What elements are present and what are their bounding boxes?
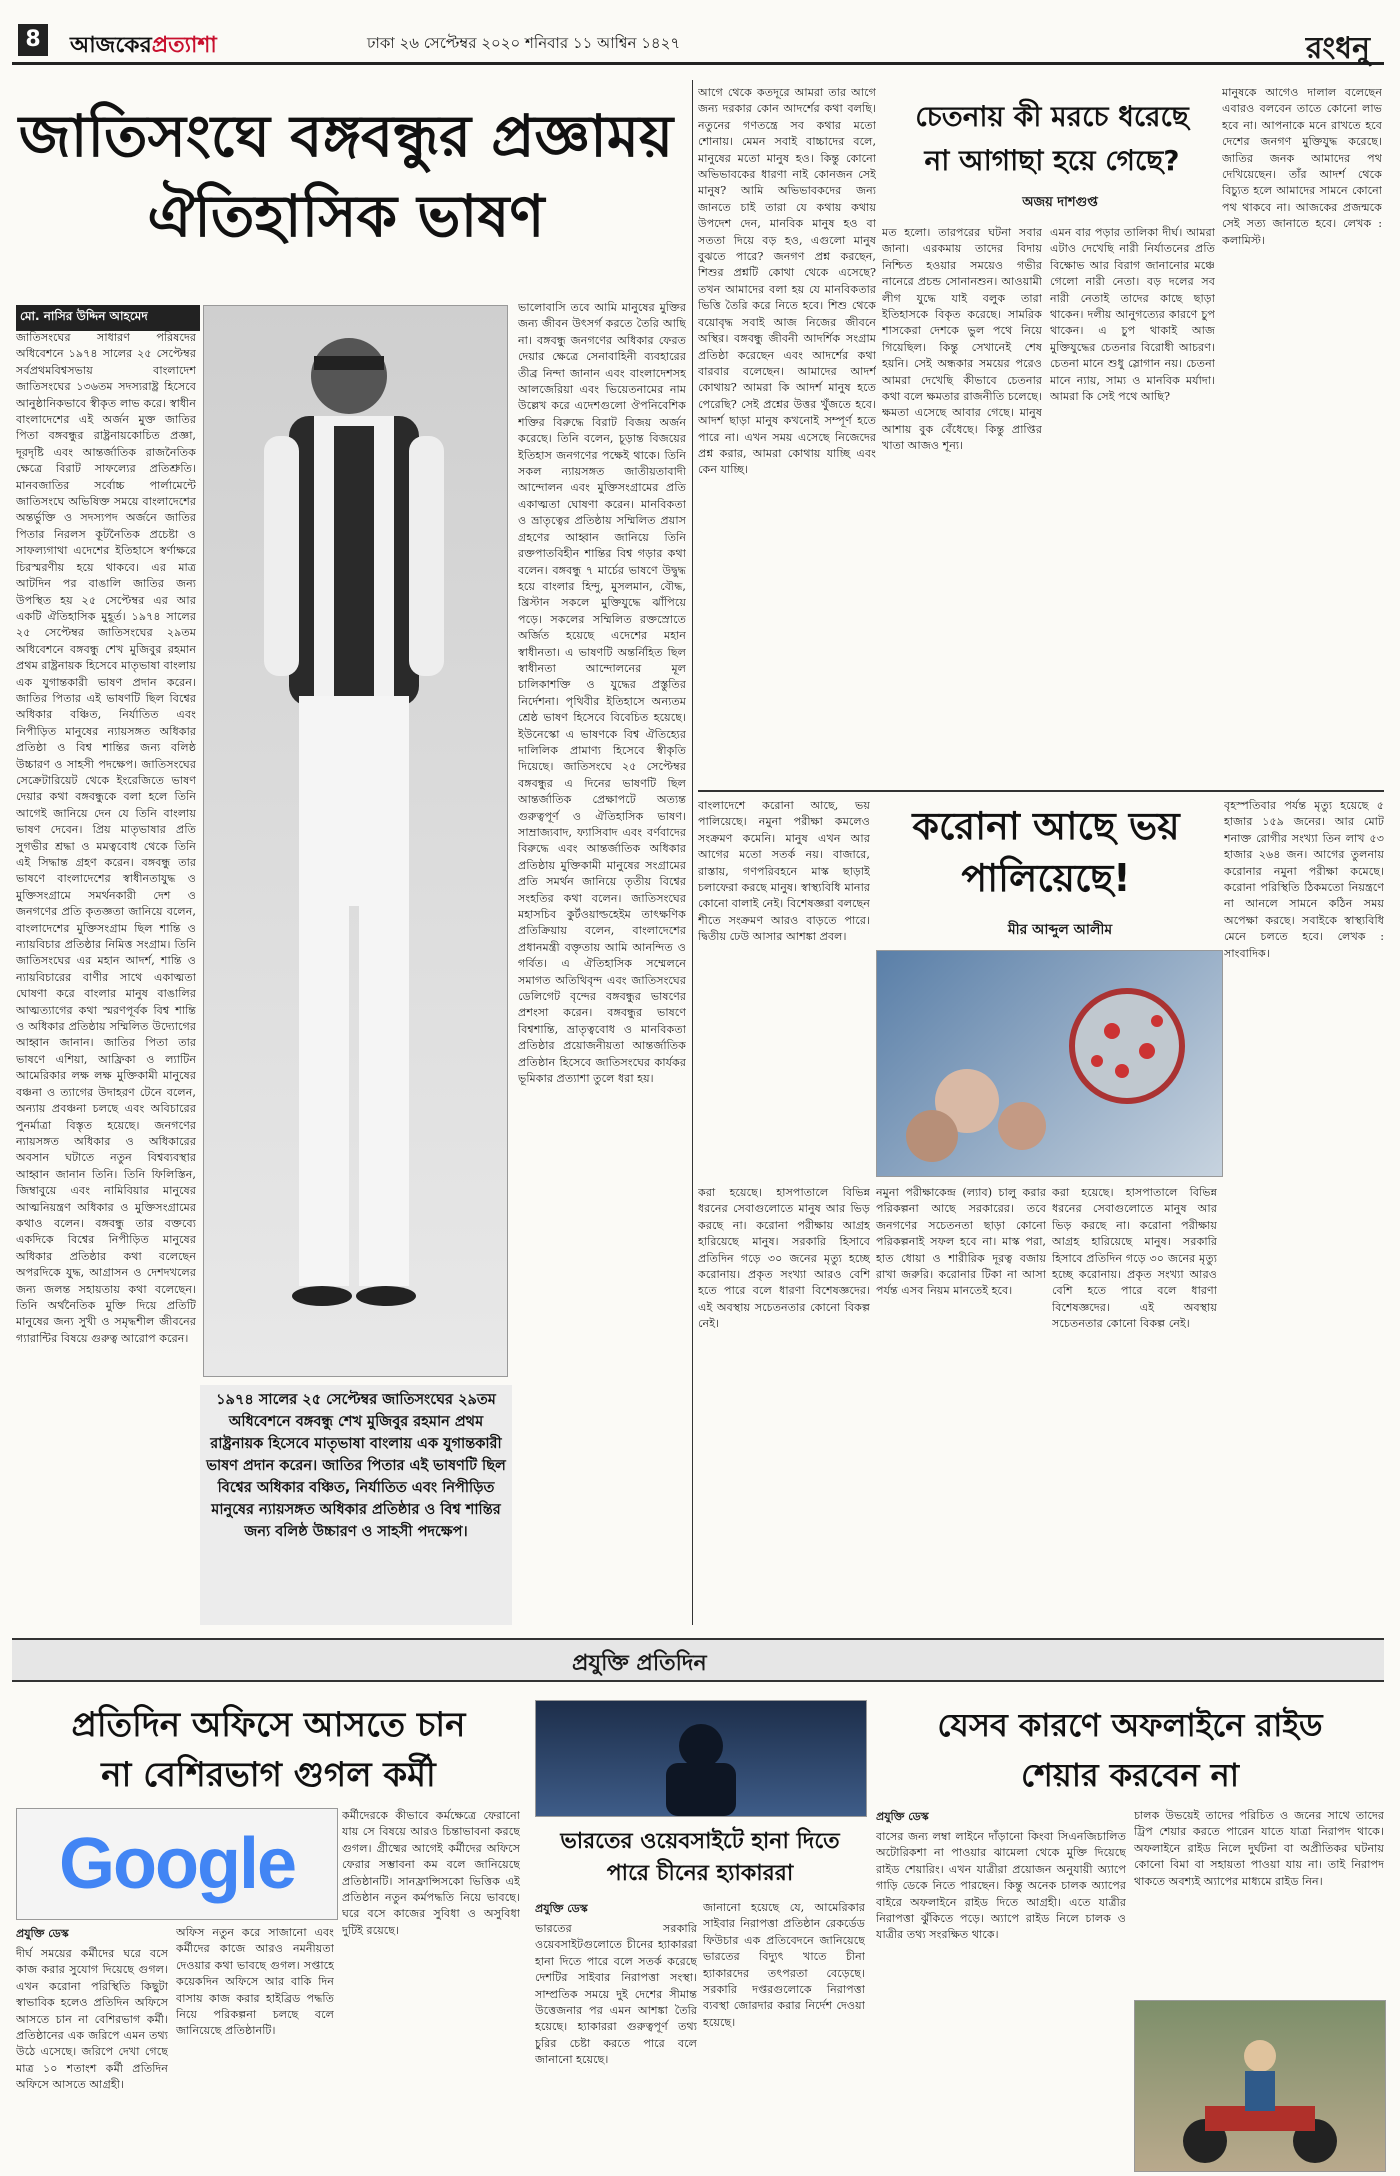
virus-illustration [877,951,1222,1176]
ride-column-2: চালক উভয়েই তাদের পরিচিত ও জনের সাথে তাদের ট্রিপ শেয়ার করতে পারেন যাতে যাত্রা নিরাপদ থাকে। অফলাইনে রাইড নিলে দুর্ঘটনা বা অপ্রীতিকর ঘটনায় কোনো বিমা বা সহায়তা পাওয়া যায় না। তাই নিরাপদ থাকতে অবশ্যই অ্যাপের মাধ্যমে রাইড নিন। [1134,1809,1384,1888]
hackers-column-2: জানানো হয়েছে যে, আমেরিকার সাইবার নিরাপত্তা প্রতিষ্ঠান রেকর্ডেড ফিউচার এক প্রতিবেদনে জানিয়েছে ভারতের বিদ্যুৎ খাতে চীনা হ্যাকারদের তৎপরতা বেড়েছে। সরকারি দপ্তরগুলোকে নিরাপত্তা ব্যবস্থা জোরদার করার নির্দেশ দেওয়া হয়েছে। [703,1901,865,2029]
corona-headline-line1: করোনা আছে ভয় [912,804,1180,848]
hackers-headline-line2: পারে চীনের হ্যাকাররা [606,1861,794,1886]
corona-column-1: বাংলাদেশে করোনা আছে, ভয় পালিয়েছে। নমুনা পরীক্ষা কমলেও সংক্রমণ কমেনি। মানুষ এখন আর আগের মতো সতর্ক নয়। বাজারে, রাস্তায়, গণপরিবহনে মাস্ক ছাড়াই চলাফেরা করছে মানুষ। স্বাস্থ্যবিধি মানার কোনো বালাই নেই। বিশেষজ্ঞরা বলছেন শীতে সংক্রমণ আরও বাড়তে পারে। দ্বিতীয় ঢেউ আসার আশঙ্কা প্রবল। [698,799,870,944]
newspaper-logo [70,28,217,65]
section-divider [698,790,1384,792]
conscience-column-3: মানুষকে আগেও দালাল বলেছেন এবারও বলবেন তাতে কোনো লাভ হবে না। আপনাকে মনে রাখতে হবে দেশের জনগণ মুক্তিযুদ্ধ করেছে। জাতির জনক আমাদের পথ দেখিয়েছেন। তাঁর আদর্শ থেকে বিচ্যুত হলে আমাদের সামনে কোনো পথ থাকবে না। আজকের প্রজন্মকে সেই সত্য জানাতে হবে। লেখক : কলামিস্ট। [1222,86,1382,247]
conscience-column-2: এমন বার পড়ার তালিকা দীর্ঘ। আমরা এটাও দেখেছি নারী নির্যাতনের প্রতি বিক্ষোভ আর বিরাগ জানানোর মঞ্চে গেলো নারী নেতা। বড় দলের সব নারী নেতাই তাদের কাছে ছাড়া থাকেন। দলীয় আনুগত্যের কারণে চুপ থাকেন। এ চুপ থাকাই আজ মুক্তিযুদ্ধের চেতনার বিরোধী আচরণ। চেতনা মানে শুধু স্লোগান নয়। চেতনা মানে ন্যায়, সাম্য ও মানবিক মর্যাদা। আমরা কি সেই পথে আছি? [1050,226,1215,404]
lead-column-1: জাতিসংঘের সাধারণ পরিষদের অধিবেশনে ১৯৭৪ সালের ২৫ সেপ্টেম্বর সর্বপ্রথমবিশ্বসভায় বাংলাদেশ জাতিসংঘের ১৩৬তম সদস্যরাষ্ট্র হিসেবে আনুষ্ঠানিকভাবে স্বীকৃত লাভ করে। স্বাধীন বাংলাদেশের এই অর্জন মুক্ত জাতির পিতা বঙ্গবন্ধুর রাষ্ট্রনায়কোচিত প্রজ্ঞা, দূরদৃষ্টি এবং আন্তর্জাতিক রাজনৈতিক ক্ষেত্রে বিরাট সাফল্যের প্রতিশ্রুতি। মানবজাতির সর্বোচ্চ পার্লামেন্টে জাতিসংঘে অভিষিক্ত সময়ে বাংলাদেশের অন্তর্ভুক্তি ও সদস্যপদ অর্জনে জাতির পিতার নিরলস কূটনৈতিক প্রচেষ্টা ও সাফল্যগাথা এদেশের ইতিহাসে স্বর্ণাক্ষরে চিরস্মরণীয় হয়ে থাকবে। এর মাত্র আটদিন পর বাঙালি জাতির জন্য উপস্থিত হয় ২৫ সেপ্টেম্বর এর আর একটি ঐতিহাসিক মুহূর্ত। ১৯৭৪ সালের ২৫ সেপ্টেম্বর জাতিসংঘের ২৯তম অধিবেশনে বঙ্গবন্ধু শেখ মুজিবুর রহমান প্রথম রাষ্ট্রনায়ক হিসেবে মাতৃভাষা বাংলায় এক যুগান্তকারী ভাষণ প্রদান করেন। জাতির পিতার এই ভাষণটি ছিল বিশ্বের অধিকার বঞ্চিত, নির্যাতিত এবং নিপীড়িত মানুষের ন্যায়সঙ্গত অধিকার প্রতিষ্ঠা ও বিশ্ব শান্তির জন্য বলিষ্ঠ উচ্চারণ ও সাহসী পদক্ষেপ। জাতিসংঘের সেক্রেটারিয়েট থেকে ইংরেজিতে ভাষণ দেয়ার কথা বঙ্গবন্ধুকে বলা হলে তিনি আগেই জানিয়ে দেন যে তিনি বাংলায় ভাষণ দেবেন। প্রিয় মাতৃভাষার প্রতি সুগভীর শ্রদ্ধা ও মমত্ববোধ থেকে তিনি এই সিদ্ধান্ত গ্রহণ করেন। বঙ্গবন্ধু তার ভাষণে বাংলাদেশের স্বাধীনতাযুদ্ধ ও মুক্তিসংগ্রামে সমর্থনকারী দেশ ও জনগণের প্রতি কৃতজ্ঞতা জানিয়ে বলেন, বাংলাদেশের মুক্তিসংগ্রাম ছিল শান্তি ও ন্যায়বিচার প্রতিষ্ঠার নিমিত্ত সংগ্রাম। তিনি জাতিসংঘের এর মহান আদর্শ, শান্তি ও ন্যায়বিচারের বাণীর সাথে একাত্মতা ঘোষণা করে বাংলার মানুষ বাঙালির আত্মত্যাগের কথা স্মরণপূর্বক বিশ্ব শান্তি ও অধিকার প্রতিষ্ঠায় সম্মিলিত উদ্যোগের আহ্বান জানান। জাতির পিতা তার ভাষণে এশিয়া, আফ্রিকা ও ল্যাটিন আমেরিকার লক্ষ লক্ষ মুক্তিকামী মানুষের বঞ্চনা ও ত্যাগের উদাহরণ টেনে বলেন, অন্যায় প্রবঞ্চনা চলছে এবং অবিচারের পুনর্মাত্রা বিস্তৃত হয়েছে। জনগণের ন্যায়সঙ্গত অধিকার ও অধিকারের অবসান ঘটাতে নতুন বিশ্বব্যবস্থার আহ্বান জানান তিনি। তিনি ফিলিস্তিন, জিম্বাবুয়ে এবং নামিবিয়ার মানুষের আত্মনিয়ন্ত্রণ অধিকার ও মুক্তিসংগ্রামের কথাও বলেন। বঙ্গবন্ধু তার বক্তব্যে একদিকে বিশ্বের নিপীড়িত মানুষের অধিকার প্রতিষ্ঠার কথা বলেছেন অপরদিকে যুদ্ধ, আগ্রাসন ও দেশদখলের জন্য জলন্ত সহায়তায় কথা বলেছেন। তিনি অর্থনৈতিক মুক্তি দিয়ে প্রতিটি মানুষের জন্য সুখী ও সমৃদ্ধশীল জীবনের গ্যারান্টির বিষয়ে গুরুত্ব আরোপ করেন। [16,331,196,1345]
masthead [12,18,1384,65]
bangabandhu-photo [203,305,508,1377]
lead-headline-line1: জাতিসংঘে বঙ্গবন্ধুর প্রজ্ঞাময় [18,102,674,170]
google-logo-photo [16,1808,338,1920]
google-column-3: কর্মীদেরকে কীভাবে কর্মক্ষেত্রে ফেরানো যায় সে বিষয়ে আরও চিন্তাভাবনা করছে গুগল। গ্রীষ্মের আগেই কর্মীদের অফিসে ফেরার সম্ভাবনা কম বলে জানিয়েছে প্রতিষ্ঠানটি। সানফ্রান্সিসকো ভিত্তিক এই প্রতিষ্ঠান নতুন কর্মপদ্ধতি নিয়ে ভাবছে। ঘরে বসে কাজের সুবিধা ও অসুবিধা দুটিই রয়েছে। [342,1809,520,1937]
hacker-photo [535,1700,867,1817]
photo-caption: ১৯৭৪ সালের ২৫ সেপ্টেম্বর জাতিসংঘের ২৯তম অধিবেশনে বঙ্গবন্ধু শেখ মুজিবুর রহমান প্রথম রাষ্ট্রনায়ক হিসেবে মাতৃভাষা বাংলায় এক যুগান্তকারী ভাষণ প্রদান করেন। জাতির পিতার এই ভাষণটি ছিল বিশ্বের অধিকার বঞ্চিত, নির্যাতিত এবং নিপীড়িত মানুষের ন্যায়সঙ্গত অধিকার প্রতিষ্ঠার ও বিশ্ব শান্তির জন্য বলিষ্ঠ উচ্চারণ ও সাহসী পদক্ষেপ। [200,1385,512,1625]
google-headline [16,1700,521,1800]
hackers-headline-line1: ভারতের ওয়েবসাইটে হানা দিতে [560,1829,840,1854]
google-column-2: অফিস নতুন করে সাজানো এবং কর্মীদের কাজে আরও নমনীয়তা দেওয়ার কথা ভাবছে গুগল। সপ্তাহে কয়েকদিন অফিসে আর বাকি দিন বাসায় কাজ করার হাইব্রিড পদ্ধতি নিয়ে পরিকল্পনা চলছে বলে জানিয়েছে প্রতিষ্ঠানটি। [176,1926,334,2038]
ride-headline-line2: শেয়ার করবেন না [1020,1756,1240,1794]
conscience-headline-line2: না আগাছা হয়ে গেছে? [924,144,1180,177]
logo-part2: প্রত্যাশা [151,33,217,58]
ride-headline-line1: যেসব কারণে অফলাইনে রাইড [937,1706,1323,1744]
tech-section-label: প্রযুক্তি প্রতিদিন [572,1651,707,1676]
google-tag: প্রযুক্তি ডেস্ক [16,1927,69,1940]
conscience-byline: অজয় দাশগুপ্ত [1022,195,1098,210]
corona-column-3: করা হয়েছে। হাসপাতালে বিভিন্ন ধরনের সেবাগুলোতে মানুষ আর ভিড় করছে না। করোনা পরীক্ষায় আগ্রহ হারিয়েছে মানুষ। সরকারি হিসাবে প্রতিদিন গড়ে ৩০ জনের মৃত্যু হচ্ছে করোনায়। প্রকৃত সংখ্যা আরও বেশি হতে পারে বলে ধারণা বিশেষজ্ঞদের। এই অবস্থায় সচেতনতার কোনো বিকল্প নেই। [698,1186,870,1331]
hackers-column-1-text: ভারতের সরকারি ওয়েবসাইটগুলোতে চীনের হ্যাকাররা হানা দিতে পারে বলে সতর্ক করেছে দেশটির সাইবার নিরাপত্তা সংস্থা। সাম্প্রতিক সময়ে দুই দেশের সীমান্ত উত্তেজনার পর এমন আশঙ্কা তৈরি হয়েছে। হ্যাকাররা গুরুত্বপূর্ণ তথ্য চুরির চেষ্টা করতে পারে বলে জানানো হয়েছে। [535,1922,697,2067]
ride-column-1-text: বাসের জন্য লম্বা লাইনে দাঁড়ানো কিংবা সিএনজিচালিত অটোরিকশা না পাওয়ার ঝামেলা থেকে মুক্তি দিয়েছে রাইড শেয়ারিং। এখন যাত্রীরা প্রয়োজন অনুযায়ী অ্যাপে গাড়ি ডেকে নিতে পারছেন। কিন্তু অনেক চালক অ্যাপের বাইরে অফলাইনে রাইড দিতে আগ্রহী। এতে যাত্রীর নিরাপত্তা ঝুঁকিতে পড়ে। অ্যাপে রাইড নিলে চালক ও যাত্রীর তথ্য সংরক্ষিত থাকে। [876,1830,1126,1942]
lead-column-2: ভালোবাসি তবে আমি মানুষের মুক্তির জন্য জীবন উৎসর্গ করতে তৈরি আছি না। বঙ্গবন্ধু জনগণের অধিকার ফেরত দেয়ার ক্ষেত্রে সেনাবাহিনী ব্যবহারের তীব্র নিন্দা জানান এবং বাংলাদেশসহ আলজেরিয়া এবং ভিয়েতনামের নাম উল্লেখ করে এদেশগুলো ঔপনিবেশিক শক্তির বিরুদ্ধে বিরাট বিজয় অর্জন করেছে। তিনি বলেন, চূড়ান্ত বিজয়ের ইতিহাস জনগণের পক্ষেই থাকে। তিনি সকল ন্যায়সঙ্গত জাতীয়তাবাদী আন্দোলন এবং মুক্তিসংগ্রামের প্রতি একাত্মতা ঘোষণা করেন। মানবিকতা ও ভ্রাতৃত্বের প্রতিষ্ঠায় সম্মিলিত প্রয়াস গ্রহণের আহ্বান জানিয়ে তিনি রক্তপাতবিহীন শান্তির বিশ্ব গড়ার কথা বলেন। বঙ্গবন্ধু ৭ মার্চের ভাষণে উদ্বুদ্ধ হয়ে বাংলার হিন্দু, মুসলমান, বৌদ্ধ, খ্রিস্টান সকলে মুক্তিযুদ্ধে ঝাঁপিয়ে পড়ে। সকলের সম্মিলিত রক্তস্রোতে অর্জিত হয়েছে এদেশের মহান স্বাধীনতা। এ ভাষণটি অন্তর্নিহিত ছিল স্বাধীনতা আন্দোলনের মূল চালিকাশক্তি ও যুদ্ধের প্রস্তুতির নির্দেশনা। পৃথিবীর ইতিহাসে অন্যতম শ্রেষ্ঠ ভাষণ হিসেবে বিবেচিত হয়েছে। ইউনেস্কো এ ভাষণকে বিশ্ব ঐতিহ্যের দালিলিক প্রামাণ্য হিসেবে স্বীকৃতি দিয়েছে। জাতিসংঘে ২৫ সেপ্টেম্বর বঙ্গবন্ধুর এ দিনের ভাষণটি ছিল আন্তর্জাতিক প্রেক্ষাপটে অত্যন্ত গুরুত্বপূর্ণ ও ঐতিহাসিক ভাষণ। সাম্রাজ্যবাদ, ফ্যাসিবাদ এবং বর্ণবাদের বিরুদ্ধে এবং আন্তর্জাতিক অধিকার প্রতিষ্ঠায় মুক্তিকামী মানুষের সংগ্রামের প্রতি সমর্থন জানিয়ে তৃতীয় বিশ্বের সংহতির কথা বলেন। জাতিসংঘের মহাসচিব কুর্টওয়াল্ডহেইম তাৎক্ষণিক প্রতিক্রিয়ায় বলেন, বাংলাদেশের প্রধানমন্ত্রী বক্তৃতায় আমি আনন্দিত ও গর্বিত। এ ঐতিহাসিক সম্মেলনে সমাগত অতিথিবৃন্দ এবং জাতিসংঘের ডেলিগেট বৃন্দের বঙ্গবন্ধুর ভাষণের প্রশংসা করেন। বঙ্গবন্ধুর ভাষণে বিশ্বশান্তি, ভ্রাতৃত্ববোধ ও মানবিকতা প্রতিষ্ঠার প্রয়োজনীয়তা আন্তর্জাতিক প্রতিষ্ঠান হিসেবে জাতিসংঘের কার্যকর ভূমিকার প্রত্যাশা তুলে ধরা হয়। [518,301,686,1086]
corona-headline [876,800,1216,904]
lead-column-3: আগে থেকে কতদূরে আমরা তার আগে জন্য দরকার কোন আদর্শের কথা বলছি। নতুনের গণতন্ত্রে সব কথার মতো শোনায়। মেমন সবাই বাচ্চাদের বলে, মানুষের মতো মানুষ হও। কিন্তু কোনো অভিভাবকের ধারণা নাই কোনজন সেই মানুষ? আমি অভিভাবকদের জন্য জানতে চাই তারা যে কথায় কথায় উপদেশ দেন, মানবিক মানুষ হও বা সততা দিয়ে বড় হও, এগুলো মানুষ বুঝতে পারে? জনগণ প্রশ্ন করছেন, শিশুর প্রশ্নটি কোথা থেকে এসেছে? তখন আমাদের বলা হয় যে মানবিকতার ভিত্তি তৈরি করে নিতে হবে। শিশু থেকে বয়োবৃদ্ধ সবাই আজ নিজের জীবনে অস্থির। বঙ্গবন্ধু জীবনী আদর্শিক সংগ্রাম প্রতিষ্ঠা করেছেন এবং আদর্শের কথা বারবার বলেছেন। আমাদের আদর্শ কোথায়? আমরা কি আদর্শ মানুষ হতে পেরেছি? সেই প্রশ্নের উত্তর খুঁজতে হবে। আদর্শ ছাড়া মানুষ কখনোই সম্পূর্ণ হতে পারে না। এখন সময় এসেছে নিজেদের প্রশ্ন করার, আমরা কোথায় যাচ্ছি এবং কেন যাচ্ছি। [698,86,876,477]
google-column-1 [16,1925,168,2170]
motorbike-rider-illustration [1135,2001,1385,2171]
logo-part1: আজকের [70,33,152,58]
ride-tag: প্রযুক্তি ডেস্ক [876,1810,929,1823]
lead-headline-line2: ঐতিহাসিক ভাষণ [147,182,545,250]
hackers-column-1 [535,1900,697,2170]
page-number: 8 [18,24,48,56]
corona-byline: মীর আব্দুল আলীম [1007,922,1113,938]
ride-column-1 [876,1808,1126,2170]
corona-photo [876,950,1223,1177]
corona-headline-line2: পালিয়েছে! [961,856,1131,900]
hackers-tag: প্রযুক্তি ডেস্ক [535,1902,588,1915]
motorbike-photo [1134,2000,1386,2172]
hackers-headline [535,1826,865,1890]
tech-section-band [12,1638,1384,1682]
corona-column-4: নমুনা পরীক্ষাকেন্দ্র (ল্যাব) চালু করার পরিকল্পনা আছে সরকারের। তবে জনগণের সচেতনতা ছাড়া কোনো পরিকল্পনাই সফল হবে না। মাস্ক পরা, হাত ধোয়া ও শারীরিক দূরত্ব বজায় রাখা জরুরি। করোনার টিকা না আসা পর্যন্ত এসব নিয়ম মানতেই হবে। [876,1186,1046,1298]
hooded-hacker-illustration [536,1701,866,1816]
google-column-1-text: দীর্ঘ সময়ের কর্মীদের ঘরে বসে কাজ করার সুযোগ দিয়েছে গুগল। এখন করোনা পরিস্থিতি কিছুটা স্বাভাবিক হলেও প্রতিদিন অফিসে আসতে চান না বেশিরভাগ কর্মী। প্রতিষ্ঠানের এক জরিপে এমন তথ্য উঠে এসেছে। জরিপে দেখা গেছে মাত্র ১০ শতাংশ কর্মী প্রতিদিন অফিসে আসতে আগ্রহী। [16,1947,168,2092]
ride-headline [876,1700,1384,1800]
column-rule [692,80,693,1625]
dateline: ঢাকা ২৬ সেপ্টেম্বর ২০২০ শনিবার ১১ আশ্বিন ১৪২৭ [367,34,681,52]
conscience-column-1: মত হলো। তারপরের ঘটনা সবার জানা। এরকমায় তাদের বিদায় নিশ্চিত হওয়ার সময়েও গভীর নানেরে প্রচন্ড সোনানশুন। আওয়ামী লীগ যুদ্ধে যাই বলুক তারা ইতিহাসকে বিকৃত করেছে। সামরিক শাসকেরা দেশকে ভুল পথে নিয়ে গিয়েছিল। কিন্তু সেখানেই শেষ হয়নি। সেই অন্ধকার সময়ের পরেও আমরা দেখেছি কীভাবে চেতনার কথা বলে ক্ষমতার রাজনীতি চলেছে। ক্ষমতা এসেছে আবার গেছে। মানুষ আশায় বুক বেঁধেছে। কিন্তু প্রাপ্তির খাতা আজও শূন্য। [882,226,1042,453]
conscience-headline-line1: চেতনায় কী মরচে ধরেছে [915,100,1189,133]
google-headline-line2: না বেশিরভাগ গুগল কর্মী [101,1755,436,1795]
lead-byline: মো. নাসির উদ্দিন আহমেদ [16,305,200,331]
corona-column-5: করা হয়েছে। হাসপাতালে বিভিন্ন ধরনের সেবাগুলোতে মানুষ আর ভিড় করছে না। করোনা পরীক্ষায় আগ্রহ হারিয়েছে মানুষ। সরকারি হিসাবে প্রতিদিন গড়ে ৩০ জনের মৃত্যু হচ্ছে করোনায়। প্রকৃত সংখ্যা আরও বেশি হতে পারে বলে ধারণা বিশেষজ্ঞদের। এই অবস্থায় সচেতনতার কোনো বিকল্প নেই। [1052,1186,1217,1331]
google-headline-line1: প্রতিদিন অফিসে আসতে চান [71,1705,466,1745]
google-logo-text: Google [59,1824,295,1904]
lead-headline [16,96,676,256]
section-title: রংধনু [1305,31,1370,66]
bangabandhu-figure-illustration [204,306,507,1376]
conscience-headline [882,95,1222,183]
corona-column-2: বৃহস্পতিবার পর্যন্ত মৃত্যু হয়েছে ৫ হাজার ১৫৯ জনের। আর মোট শনাক্ত রোগীর সংখ্যা তিন লাখ ৫৩ হাজার ২৬৪ জন। আগের তুলনায় করোনার নমুনা পরীক্ষা কমেছে। করোনা পরিস্থিতি ঠিকমতো নিয়ন্ত্রণে না আনলে সামনে কঠিন সময় অপেক্ষা করছে। সবাইকে স্বাস্থ্যবিধি মেনে চলতে হবে। লেখক : সাংবাদিক। [1224,799,1384,960]
